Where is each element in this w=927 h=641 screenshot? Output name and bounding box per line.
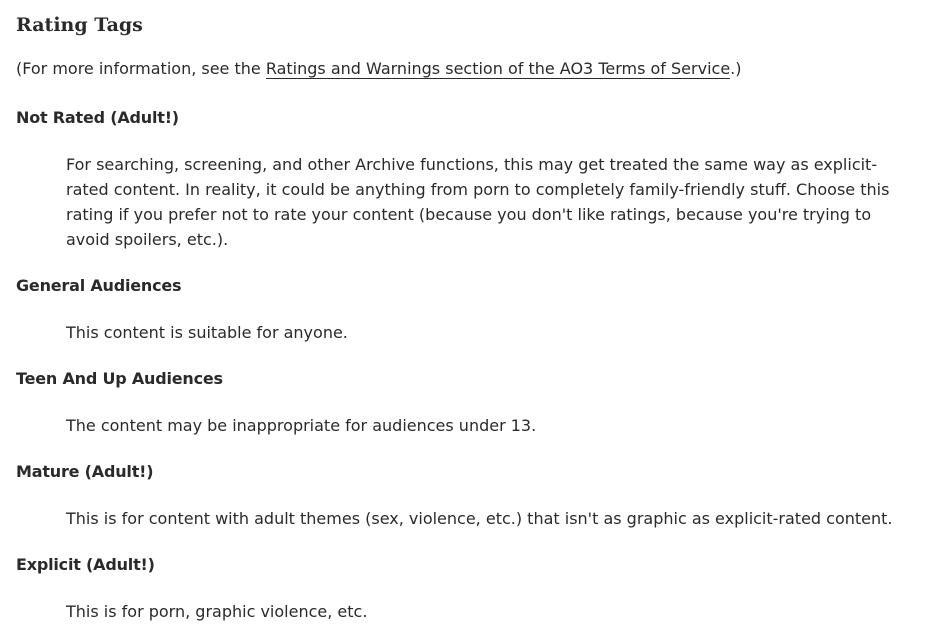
intro-prefix: (For more information, see the <box>16 59 266 78</box>
rating-term-teen-and-up: Teen And Up Audiences <box>16 369 223 388</box>
rating-description-not-rated: For searching, screening, and other Archive functions, this may get treated the same way as explicit-rated content. In reality, it could be anything from porn to completely family-friendly stuff. Choose this rating if you prefer not to rate your content (because you don't like ratings, because you're trying to avoid spoilers, etc.). <box>66 155 890 249</box>
rating-description-general-audiences: This content is suitable for anyone. <box>66 323 348 342</box>
intro-paragraph <box>16 56 916 81</box>
rating-term-mature: Mature (Adult!) <box>16 462 154 481</box>
rating-term-general-audiences: General Audiences <box>16 276 182 295</box>
rating-description-mature: This is for content with adult themes (sex, violence, etc.) that isn't as graphic as explicit-rated content. <box>66 509 893 528</box>
rating-description-teen-and-up: The content may be inappropriate for audiences under 13. <box>66 416 537 435</box>
rating-description-explicit: This is for porn, graphic violence, etc. <box>66 602 368 621</box>
rating-tags-page <box>16 10 916 624</box>
intro-suffix: .) <box>730 59 742 78</box>
page-title: Rating Tags <box>16 14 143 36</box>
terms-of-service-link[interactable]: Ratings and Warnings section of the AO3 Terms of Service <box>265 59 731 78</box>
ratings-list <box>16 105 916 624</box>
rating-term-not-rated: Not Rated (Adult!) <box>16 108 179 127</box>
rating-term-explicit: Explicit (Adult!) <box>16 555 155 574</box>
